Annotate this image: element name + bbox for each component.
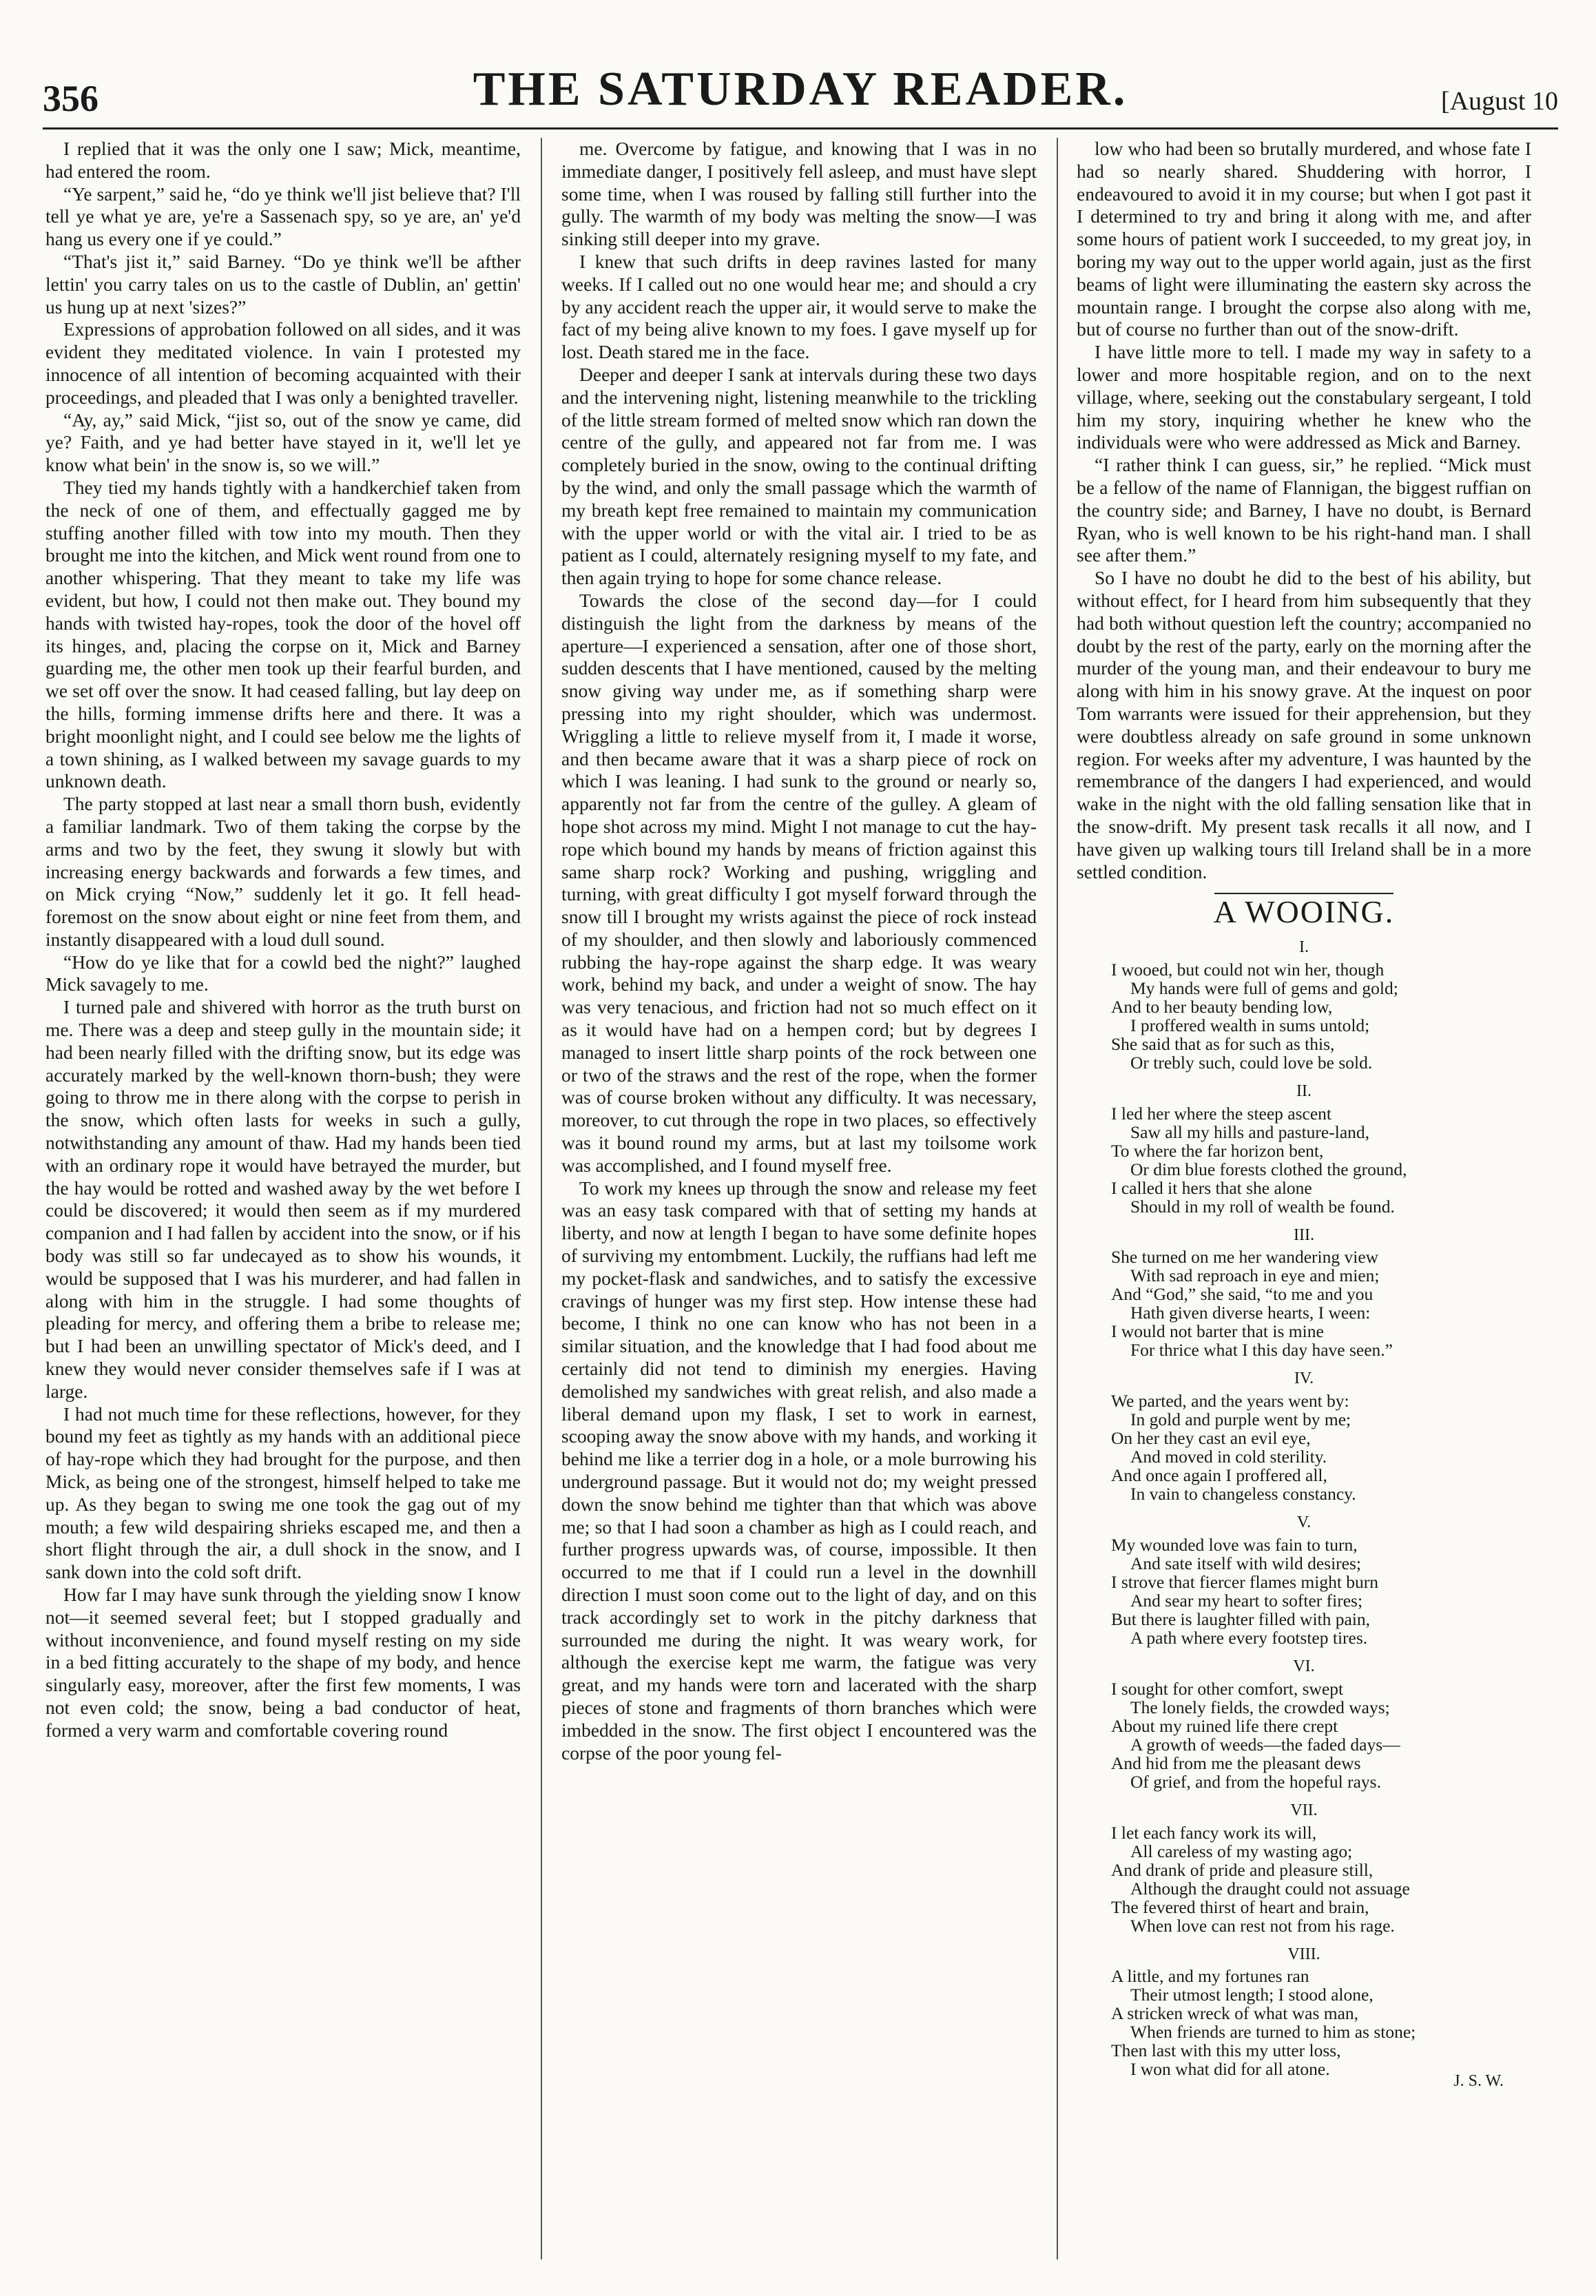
stanza-number: IV. — [1294, 1369, 1314, 1388]
stanza-number: I. — [1299, 938, 1309, 957]
stanza — [1077, 1535, 1531, 1647]
poem-line: When friends are turned to him as stone; — [1130, 2022, 1416, 2042]
poem-line: A path where every footstep tires. — [1130, 1628, 1368, 1648]
poem-line: The lonely fields, the crowded ways; — [1130, 1697, 1390, 1717]
paragraph: I knew that such drifts in deep ravines lasted for many weeks. If I called out no one would hear me; and should a cry by any accident reach the upper air, it would serve to make the fact of my being alive known to my foes. I gave myself up for lost. Death stared me in the face. — [561, 250, 1037, 363]
poem-stanzas — [1077, 936, 1531, 2078]
stanza — [1077, 1679, 1531, 1791]
paragraph: I replied that it was the only one I saw; Mick, meantime, had entered the room. — [45, 138, 521, 182]
header-rule — [43, 127, 1558, 130]
poem-line: Or trebly such, could love be sold. — [1130, 1052, 1373, 1073]
issue-date: [August 10 — [1441, 87, 1558, 116]
paragraph: “Ye sarpent,” said he, “do ye think we'll jist believe that? I'll tell ye what ye are, ye're a Sassenach spy, so ye are, an' ye'd hang us every one if ye could.” — [45, 183, 521, 250]
poem-line: Should in my roll of wealth be found. — [1130, 1196, 1395, 1217]
poem-line: She turned on me her wandering view — [1111, 1247, 1379, 1268]
poem-line: I won what did for all atone. — [1130, 2059, 1330, 2080]
poem-title: A WOOING. — [1213, 894, 1395, 930]
paragraph: “Ay, ay,” said Mick, “jist so, out of the snow ye came, did ye? Faith, and ye had better have stayed in it, we'll let ye know what bein' in the snow is, so we will.” — [45, 408, 521, 476]
paragraph: To work my knees up through the snow and release my feet was an easy task compared with that of setting my hands at liberty, and now at length I began to have some definite hopes of surviving my entombment. Luckily, the ruffians had left me my pocket-flask and sandwiches, and to satisfy the excessive cravings of hunger was my first step. How intense these had become, I think no one can know who has not been in a similar situation, and the knowledge that I had food about me certainly did not tend to diminish my energies. Having demolished my sandwiches with great relish, and also made a liberal demand upon my flask, I set to work in earnest, scooping away the snow above with my hands, and working it behind me like a terrier dog in a hole, or a mole burrowing his underground passage. But it would not do; my weight pressed down the snow behind me tighter than that which was above me; so that I had soon a chamber as high as I could reach, and further progress upwards was, of course, impossible. It then occurred to me that if I could run a level in the downhill direction I must soon come out to the light of day, and on this track accordingly set to work in the pitchy darkness that surrounded me during the night. It was weary work, for although the exercise kept me warm, the fatigue was very great, and my hands were torn and lacerated with the sharp pieces of stone and fragments of thorn branches which were imbedded in the snow. The first object I encountered was the corpse of the poor young fel- — [561, 1177, 1037, 1764]
column-divider — [541, 138, 542, 2259]
poem-line: Hath given diverse hearts, I ween: — [1130, 1303, 1371, 1323]
poem-line: And to her beauty bending low, — [1111, 996, 1333, 1017]
poem-line: I wooed, but could not win her, though — [1111, 959, 1385, 980]
poem-line: She said that as for such as this, — [1111, 1033, 1335, 1054]
paragraph: I have little more to tell. I made my way in safety to a lower and more hospitable region, and on to the next village, where, seeking out the constabulary sergeant, I told him my story, inquiring whether he knew who the individuals were who were addressed as Mick and Barney. — [1077, 341, 1531, 453]
poem-line: My wounded love was fain to turn, — [1111, 1535, 1358, 1555]
poem-line: Of grief, and from the hopeful rays. — [1130, 1771, 1381, 1792]
paragraph: Deeper and deeper I sank at intervals during these two days and the intervening night, listening meanwhile to the trickling of the little stream formed of melted snow which ran down the centre of the gully, and appeared not far from me. I was completely buried in the snow, owing to the continual drifting by the wind, and only the small passage which the warmth of my breath kept free remained to maintain my communication with the upper world or with the vital air. I tried to be as patient as I could, alternately resigning myself to my fate, and then again trying to hope for some chance release. — [561, 363, 1037, 589]
poem-line: Or dim blue forests clothed the ground, — [1130, 1159, 1407, 1179]
stanza-number: III. — [1294, 1225, 1314, 1244]
poem-line: And drank of pride and pleasure still, — [1111, 1859, 1374, 1880]
poem-line: Then last with this my utter loss, — [1111, 2040, 1341, 2061]
poem-line: A stricken wreck of what was man, — [1111, 2003, 1359, 2024]
paragraph: me. Overcome by fatigue, and knowing that I was in no immediate danger, I positively fell asleep, and must have slept some time, when I was roused by falling still further into the gully. The warmth of my body was melting the snow—I was sinking still deeper into my grave. — [561, 138, 1037, 250]
page-number: 356 — [43, 78, 99, 119]
poem-line: And hid from me the pleasant dews — [1111, 1752, 1361, 1773]
poem-line: A growth of weeds—the faded days— — [1130, 1734, 1400, 1755]
poem-line: I strove that fiercer flames might burn — [1111, 1572, 1379, 1593]
paragraph: I turned pale and shivered with horror as the truth burst on me. There was a deep and steep gully in the mountain side; it had been nearly filled with the drifting snow, but its edge was accurately marked by the well-known thorn-bush; they were going to throw me in there along with the corpse to perish in the snow, which often lasts for weeks in such a gully, notwithstanding any amount of thaw. Had my hands been tied with an ordinary rope it would have betrayed the murder, but the hay would be rotted and washed away by the wet before I could be discovered; it would then seem as if my murdered companion and I had fallen by accident into the snow, or if his body was still so far undecayed as to show his wounds, it would be supposed that I was his murderer, and had fallen in along with him in the struggle. I had some thoughts of pleading for mercy, and offering them a bribe to release me; but I had been an unwilling spectator of Mick's deed, and I knew they would never consider themselves safe if I was at large. — [45, 996, 521, 1402]
paragraph: They tied my hands tightly with a handkerchief taken from the neck of one of them, and effectually gagged me by stuffing another filled with tow into my mouth. Then they brought me into the kitchen, and Mick went round from one to another whispering. That they meant to take my life was evident, but how, I could not then make out. They bound my hands with twisted hay-ropes, took the door of the hovel off its hinges, and, placing the corpse on it, Mick and Barney guarding me, the other men took up their fearful burden, and we set off over the snow. It had ceased falling, but lay deep on the hills, forming immense drifts here and there. It was a bright moonlight night, and I could see below me the lights of a town shining, as I walked between my savage guards to my unknown death. — [45, 476, 521, 792]
stanza-number: V. — [1296, 1513, 1312, 1532]
paragraph: low who had been so brutally murdered, and whose fate I had so nearly shared. Shuddering with horror, I endeavoured to avoid it in my course; but when I got past it I determined to try and bring it along with me, and after some hours of patient work I succeeded, to my great joy, in boring my way out to the upper world again, just as the first beams of light were illuminating the eastern sky across the mountain range. I brought the corpse also along with me, but of course no further than out of the snow-drift. — [1077, 138, 1531, 340]
poem-line: And “God,” she said, “to me and you — [1111, 1284, 1374, 1305]
poem-line: And moved in cold sterility. — [1130, 1447, 1327, 1467]
poem-line: I would not barter that is mine — [1111, 1321, 1324, 1342]
poem-line: For thrice what I this day have seen.” — [1130, 1340, 1393, 1361]
poem-line: On her they cast an evil eye, — [1111, 1428, 1311, 1449]
poem-line: I led her where the steep ascent — [1111, 1103, 1332, 1124]
poem-line: All careless of my wasting ago; — [1130, 1841, 1353, 1861]
text-column-3 — [1077, 138, 1531, 2259]
paragraph: How far I may have sunk through the yielding snow I know not—it seemed several feet; but I stopped gradually and without inconvenience, and found myself resting on my side in a bed fitting accurately to the shape of my body, and hence singularly easy, moreover, after the first few moments, I was not even cold; the snow, being a bad conductor of heat, formed a very warm and comfortable covering round — [45, 1584, 521, 1741]
poem-line: My hands were full of gems and gold; — [1130, 978, 1398, 998]
poem-line: A little, and my fortunes ran — [1111, 1966, 1309, 1987]
poem-line: With sad reproach in eye and mien; — [1130, 1265, 1380, 1286]
story-conclusion — [1077, 138, 1531, 883]
stanza — [1077, 1104, 1531, 1216]
running-title: THE SATURDAY READER. — [473, 63, 1128, 116]
paragraph: “How do ye like that for a cowld bed the night?” laughed Mick savagely to me. — [45, 951, 521, 995]
stanza — [1077, 1392, 1531, 1503]
poem-line: I proffered wealth in sums untold; — [1130, 1015, 1370, 1035]
poem-line: But there is laughter filled with pain, — [1111, 1609, 1371, 1630]
text-column-2 — [561, 138, 1037, 2259]
page-header — [43, 34, 1558, 119]
stanza-number: VI. — [1293, 1657, 1315, 1676]
poem-line: To where the far horizon bent, — [1111, 1140, 1324, 1161]
stanza — [1077, 1967, 1531, 2078]
poem-line: When love can rest not from his rage. — [1130, 1915, 1395, 1936]
paragraph: Expressions of approbation followed on all sides, and it was evident they meditated violence. In vain I protested my innocence of all intention of becoming acquainted with their proceedings, and pleaded that I was only a benighted traveller. — [45, 318, 521, 408]
poem-line: About my ruined life there crept — [1111, 1715, 1338, 1736]
poem-line: I sought for other comfort, swept — [1111, 1678, 1344, 1699]
poem — [1077, 893, 1531, 2093]
poem-line: In gold and purple went by me; — [1130, 1409, 1351, 1430]
poem-line: And sate itself with wild desires; — [1130, 1553, 1361, 1574]
poem-line: We parted, and the years went by: — [1111, 1391, 1349, 1411]
paragraph: So I have no doubt he did to the best of his ability, but without effect, for I heard from him subsequently that they had both without question left the country; accompanied no doubt by the rest of the party, early on the morning after the murder of the young man, and their endeavour to bury me along with him in his snowy grave. At the inquest on poor Tom warrants were issued for their apprehension, but they were doubtless already on safe ground in some unknown region. For weeks after my adventure, I was haunted by the remembrance of the dangers I had experienced, and would wake in the night with the old falling sensation like that in the snow-drift. My present task recalls it all now, and I have given up walking tours till Ireland shall be in a more settled condition. — [1077, 567, 1531, 882]
paragraph: “I rather think I can guess, sir,” he replied. “Mick must be a fellow of the name of Flannigan, the biggest ruffian on the country side; and Barney, I have no doubt, is Bernard Ryan, who is well known to be his right-hand man. I shall see after them.” — [1077, 454, 1531, 566]
stanza — [1077, 1248, 1531, 1359]
paragraph: The party stopped at last near a small thorn bush, evidently a familiar landmark. Two of them taking the corpse by the arms and two by the feet, they swung it slowly but with increasing energy backwards and forwards a few times, and on Mick crying “Now,” suddenly let it go. It fell head-foremost on the snow about eight or nine feet from them, and instantly disappeared with a loud dull sound. — [45, 793, 521, 950]
stanza-number: II. — [1296, 1082, 1312, 1100]
column-divider — [1057, 138, 1058, 2259]
stanza-number: VIII. — [1287, 1945, 1320, 1963]
poem-line: In vain to changeless constancy. — [1130, 1484, 1356, 1504]
poem-line: The fevered thirst of heart and brain, — [1111, 1896, 1369, 1917]
stanza-number: VII. — [1290, 1801, 1318, 1819]
poem-line: I called it hers that she alone — [1111, 1177, 1312, 1198]
text-column-1 — [45, 138, 521, 2259]
stanza — [1077, 960, 1531, 1072]
poem-signature: J. S. W. — [1453, 2072, 1504, 2091]
poem-line: Their utmost length; I stood alone, — [1130, 1985, 1374, 2005]
paragraph: I had not much time for these reflections, however, for they bound my feet as tightly as my hands with an additional piece of hay-rope which they had brought for the purpose, and then Mick, as being one of the strongest, himself helped to take me up. As they began to swing me one took the gag out of my mouth; a few wild despairing shrieks escaped me, and then a short flight through the air, a dull shock in the snow, and I sank down into the cold soft drift. — [45, 1403, 521, 1583]
poem-line: And once again I proffered all, — [1111, 1465, 1327, 1486]
poem-line: I let each fancy work its will, — [1111, 1822, 1317, 1843]
poem-line: And sear my heart to softer fires; — [1130, 1591, 1363, 1611]
paragraph: Towards the close of the second day—for I could distinguish the light from the darkness by means of the aperture—I experienced a sensation, after one of those short, sudden descents that I have mentioned, caused by the melting snow giving way under me, as if something sharp were pressing into my right shoulder, which was undermost. Wriggling a little to relieve myself from it, I made it worse, and then became aware that it was a sharp piece of rock on which I was leaning. I had sunk to the ground or nearly so, apparently not far from the centre of the gulley. A gleam of hope shot across my mind. Might I not manage to cut the hay-rope which bound my hands by means of friction against this same sharp rock? Working and pushing, wriggling and turning, with great difficulty I got myself forward through the snow till I brought my wrists against the piece of rock instead of my shoulder, and then slowly and laboriously commenced rubbing the hay-rope against the sharp edge. It was weary work, behind my back, and under a weight of snow. The hay was very tenacious, and friction had not so much effect on it as it would have had on a hempen cord; but by degrees I managed to insert little sharp points of the rock between one or two of the straws and the rest of the rope, when the former was of course broken without any difficulty. It was necessary, moreover, to cut through the rope in two places, so effectively was it bound round my arms, but at last my toilsome work was accomplished, and I found myself free. — [561, 589, 1037, 1176]
paragraph: “That's jist it,” said Barney. “Do ye think we'll be afther lettin' you carry tales on us to the castle of Dublin, an' gettin' us hung up at next 'sizes?” — [45, 250, 521, 318]
stanza — [1077, 1823, 1531, 1935]
poem-line: Saw all my hills and pasture-land, — [1130, 1121, 1370, 1142]
poem-line: Although the draught could not assuage — [1130, 1878, 1410, 1899]
